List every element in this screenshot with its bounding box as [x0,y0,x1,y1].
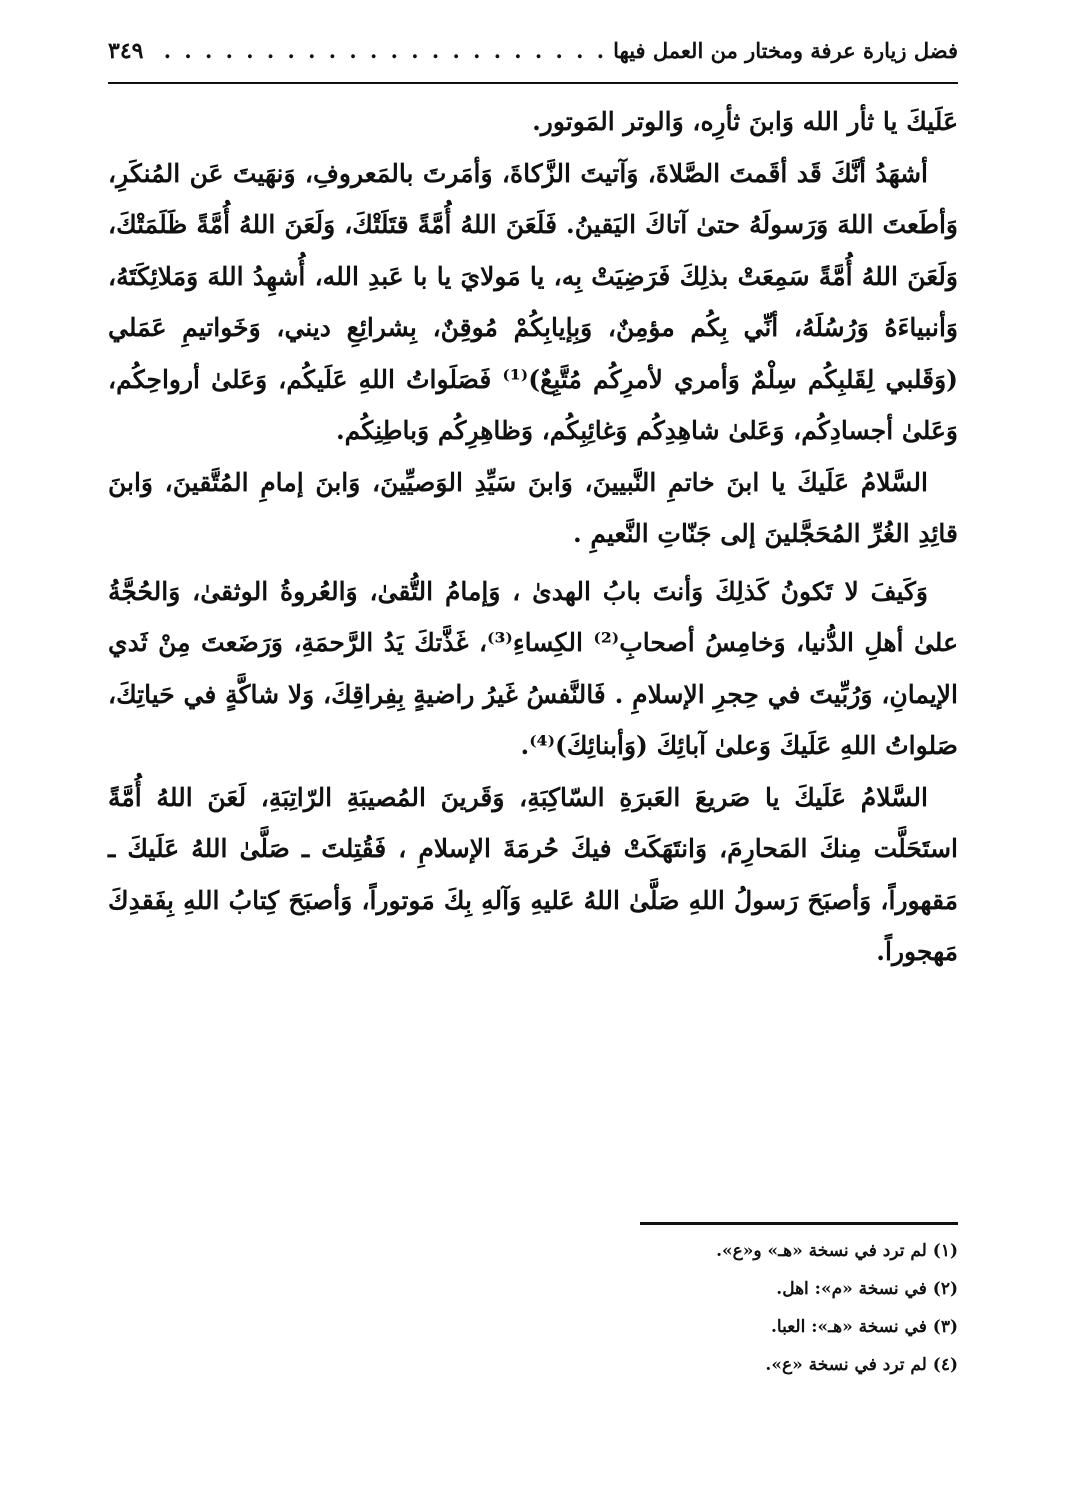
paragraph: السَّلامُ عَلَيكَ يا صَريعَ العَبرَةِ السّاكِبَةِ، وَقَرينَ المُصيبَةِ الرّاتِبَةِ، لَعَنَ اللهُ أُمَّةً استَحَلَّت مِنكَ المَحارِمَ، وَانتَهَكَتْ فيكَ حُرمَةَ الإسلامِ ، فَقُتِلتَ ـ صَلَّىٰ اللهُ عَلَيكَ ـ مَقهوراً، وَأصبَحَ رَسولُ اللهِ صَلَّىٰ اللهُ عَليهِ وَآلهِ بِكَ مَوتوراً، وَأصبَحَ كِتابُ اللهِ بِفَقدِكَ مَهجوراً. [108,782,958,966]
chapter-title: فضل زيارة عرفة ومختار من العمل فيها [613,38,958,63]
footnote: (٢) في نسخة «م»: اهل. [776,1279,958,1299]
paragraph: السَّلامُ عَلَيكَ يا ابنَ خاتمِ النَّبيينَ، وَابنَ سَيِّدِ الوَصيِّينَ، وَابنَ إمامِ المُتَّقينَ، وَابنَ قائِدِ الغُرِّ المُحَجَّلينَ إلى جَنّاتِ النَّعيمِ . [108,467,958,548]
main-text [108,96,958,978]
footnotes [300,1232,958,1384]
paragraph: عَلَيكَ يا ثأر الله وَابنَ ثأرِه، وَالوتر المَوتور. [532,107,958,136]
leader-dots [149,38,607,63]
footnote: (٤) لم ترد في نسخة «ع». [765,1355,958,1375]
paragraph: وَكَيفَ لا تَكونُ كَذلِكَ وَأنتَ بابُ الهدىٰ ، وَإمامُ التُّقىٰ، وَالعُروةُ الوثقىٰ، وَالحُجَّةُ علىٰ أهلِ الدُّنيا، وَخامِسُ أصحابِ⁽²⁾ الكِساءِ⁽³⁾، غَذَّتكَ يَدُ الرَّحمَةِ، وَرَضَعتَ مِنْ ثَدي الإيمانِ، وَرُبِّيتَ في حِجرِ الإسلامِ . فَالنَّفسُ غَيرُ راضيةٍ بِفِراقِكَ، وَلا شاكَّةٍ في حَياتِكَ، صَلواتُ اللهِ عَلَيكَ وَعلىٰ آبائِكَ (وَأبنائِكَ)⁽⁴⁾. [108,576,958,760]
footnote-separator [640,1222,958,1225]
footnote: (٣) في نسخة «هـ»: العبا. [771,1317,958,1337]
paragraph: أشهَدُ أنَّكَ قَد أقَمتَ الصَّلاةَ، وَآتيتَ الزَّكاةَ، وَأمَرتَ بالمَعروفِ، وَنهَيتَ عَن المُنكَرِ، وَأطَعتَ اللهَ وَرَسولَهُ حتىٰ آتاكَ اليَقينُ. فَلَعَنَ اللهُ أُمَّةً قتَلَتْكَ، وَلَعَنَ اللهُ أُمَّةً ظَلَمَتْكَ، وَلَعَنَ اللهُ أُمَّةً سَمِعَتْ بذلِكَ فَرَضِيَتْ بِه، يا مَولايَ يا با عَبدِ الله، أُشهِدُ اللهَ وَمَلائِكَتَهُ، وَأنبياءَهُ وَرُسُلَهُ، أنِّي بِكُم مؤمِنٌ، وَبِإيابِكُمْ مُوقِنٌ، بِشرائِعِ ديني، وَخَواتيمِ عَمَلي (وَقَلبي لِقَلبِكُم سِلْمٌ وَأمري لأمرِكُم مُتَّبِعٌ)⁽¹⁾ فَصَلَواتُ اللهِ عَلَيكُم، وَعَلىٰ أرواحِكُم، وَعَلىٰ أجسادِكُم، وَعَلىٰ شاهِدِكُم وَغائِبِكُم، وَظاهِرِكُم وَباطِنِكُم. [108,158,958,445]
running-header [108,38,958,84]
footnote: (١) لم ترد في نسخة «هـ» و«ع». [716,1241,958,1261]
page-number: ٣٤٩ [108,38,144,64]
